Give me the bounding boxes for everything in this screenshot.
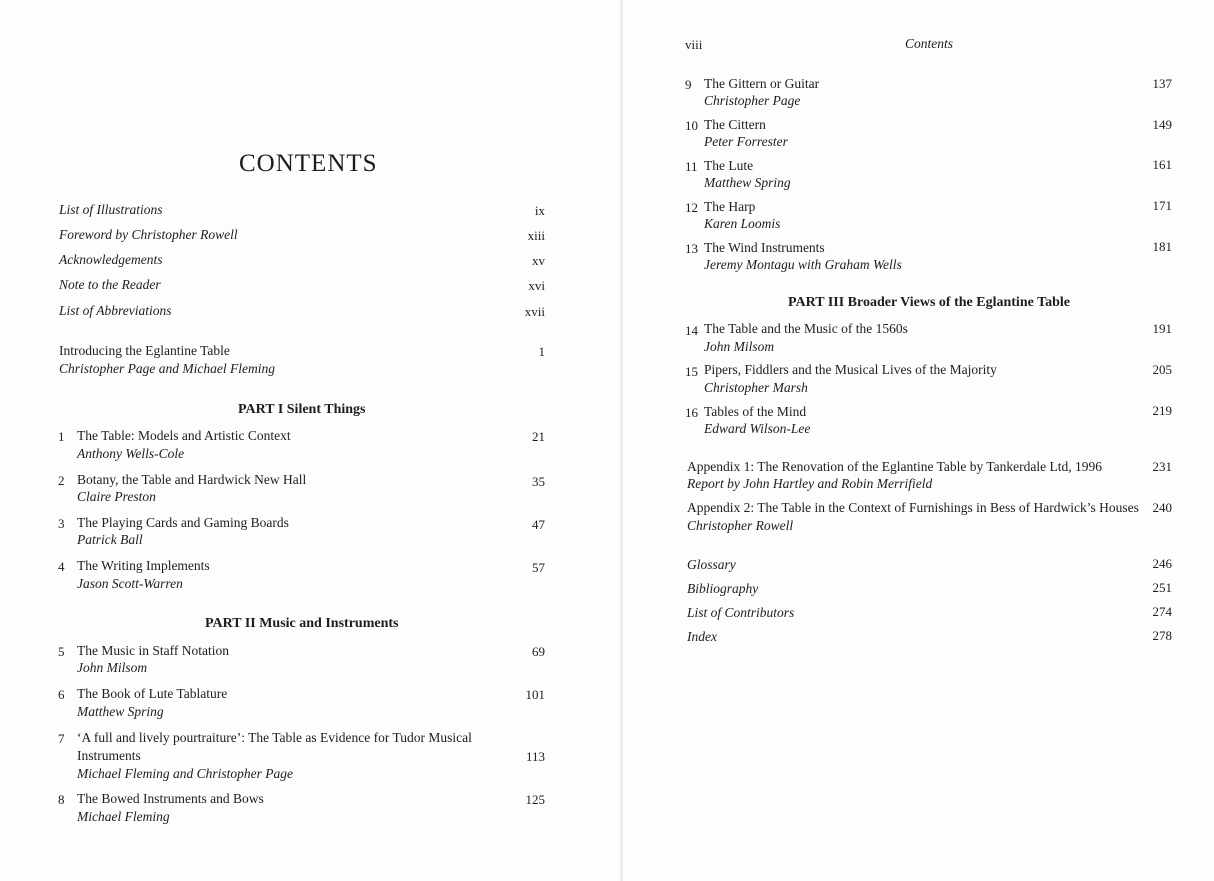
introduction-title: Introducing the Eglantine Table	[59, 343, 230, 358]
chapter-title: Tables of the Mind	[704, 404, 807, 419]
front-matter-page: ix	[534, 203, 545, 218]
chapter-page: 47	[532, 517, 545, 532]
chapter-page: 191	[1152, 321, 1172, 336]
chapter-author: Jason Scott-Warren	[77, 576, 183, 591]
chapter-page: 149	[1152, 117, 1172, 132]
appendix-page: 240	[1152, 500, 1172, 515]
chapter-author: Anthony Wells-Cole	[77, 446, 185, 461]
chapter-page: 101	[525, 687, 545, 702]
chapter-author: Christopher Marsh	[704, 380, 808, 395]
chapter-title: The Lute	[704, 158, 754, 173]
front-matter-title: List of Illustrations	[59, 202, 163, 217]
front-matter-page: xvii	[524, 304, 545, 319]
appendix-title: Appendix 1: The Renovation of the Eglantine Table by Tankerdale Ltd, 1996	[687, 459, 1103, 474]
back-matter-title: Glossary	[687, 557, 736, 572]
front-matter-title: List of Abbreviations	[59, 303, 172, 318]
chapter-title: The Bowed Instruments and Bows	[77, 791, 264, 806]
back-matter-title: Bibliography	[687, 581, 759, 596]
appendix-author: Christopher Rowell	[687, 518, 794, 533]
part-heading: PART I Silent Things	[238, 402, 366, 417]
chapter-title: The Writing Implements	[77, 558, 210, 573]
chapter-page: 161	[1152, 157, 1172, 172]
chapter-page: 137	[1152, 76, 1172, 91]
chapter-number: 5	[58, 644, 65, 659]
chapter-number: 13	[685, 241, 698, 256]
chapter-number: 11	[685, 159, 698, 174]
chapter-title: The Harp	[704, 199, 756, 214]
appendix-title: Appendix 2: The Table in the Context of Furnishings in Bess of Hardwick’s Houses	[687, 500, 1139, 515]
chapter-title: ‘A full and lively pourtraiture’: The Table as Evidence for Tudor Musical	[77, 730, 472, 745]
running-head: Contents	[905, 36, 954, 51]
introduction-author: Christopher Page and Michael Fleming	[59, 361, 275, 376]
appendix-page: 231	[1152, 459, 1172, 474]
chapter-author: Patrick Ball	[77, 532, 143, 547]
chapter-author: Edward Wilson-Lee	[704, 421, 811, 436]
chapter-page: 21	[532, 429, 545, 444]
chapter-title: The Gittern or Guitar	[704, 76, 820, 91]
chapter-number: 16	[685, 405, 698, 420]
chapter-author: Christopher Page	[704, 93, 801, 108]
chapter-author: Matthew Spring	[704, 175, 791, 190]
chapter-page: 171	[1152, 198, 1172, 213]
back-matter-title: List of Contributors	[687, 605, 795, 620]
front-matter-page: xiii	[527, 228, 545, 243]
chapter-page: 219	[1152, 403, 1172, 418]
chapter-author: Karen Loomis	[704, 216, 781, 231]
appendix-author: Report by John Hartley and Robin Merrifield	[687, 476, 933, 491]
right-page	[623, 0, 1214, 881]
chapter-title: The Playing Cards and Gaming Boards	[77, 515, 289, 530]
chapter-author: John Milsom	[77, 660, 148, 675]
front-matter-page: xv	[532, 253, 545, 268]
chapter-author: Matthew Spring	[77, 704, 164, 719]
chapter-page: 205	[1152, 362, 1172, 377]
chapter-number: 2	[58, 473, 65, 488]
chapter-number: 12	[685, 200, 698, 215]
chapter-number: 14	[685, 323, 698, 338]
chapter-title-continued: Instruments	[77, 748, 141, 763]
front-matter-title: Foreword by Christopher Rowell	[59, 227, 238, 242]
back-matter-page: 278	[1152, 628, 1172, 643]
chapter-title: The Book of Lute Tablature	[77, 686, 228, 701]
back-matter-page: 251	[1152, 580, 1172, 595]
chapter-number: 1	[58, 429, 65, 444]
part-heading: PART III Broader Views of the Eglantine Table	[788, 295, 1071, 310]
chapter-title: The Music in Staff Notation	[77, 643, 229, 658]
introduction-page: 1	[538, 344, 545, 359]
folio: viii	[685, 37, 703, 52]
chapter-number: 9	[685, 77, 692, 92]
chapter-number: 15	[685, 364, 698, 379]
chapter-page: 35	[532, 474, 545, 489]
part-heading: PART II Music and Instruments	[205, 616, 399, 631]
back-matter-page: 274	[1152, 604, 1172, 619]
chapter-title: The Table: Models and Artistic Context	[77, 428, 291, 443]
chapter-title: Botany, the Table and Hardwick New Hall	[77, 472, 307, 487]
chapter-number: 8	[58, 792, 65, 807]
chapter-title: Pipers, Fiddlers and the Musical Lives of the Majority	[704, 362, 997, 377]
chapter-page: 113	[525, 749, 545, 764]
chapter-number: 10	[685, 118, 698, 133]
chapter-page: 181	[1152, 239, 1172, 254]
chapter-page: 57	[532, 560, 545, 575]
back-matter-page: 246	[1152, 556, 1172, 571]
chapter-author: Peter Forrester	[704, 134, 788, 149]
chapter-number: 4	[58, 559, 65, 574]
front-matter-title: Acknowledgements	[59, 252, 163, 267]
chapter-title: The Wind Instruments	[704, 240, 825, 255]
chapter-title: The Cittern	[704, 117, 766, 132]
chapter-title: The Table and the Music of the 1560s	[704, 321, 908, 336]
chapter-page: 69	[532, 644, 545, 659]
back-matter-title: Index	[687, 629, 717, 644]
front-matter-page: xvi	[528, 278, 545, 293]
chapter-author: Michael Fleming	[77, 809, 170, 824]
chapter-page: 125	[525, 792, 545, 807]
chapter-author: John Milsom	[704, 339, 775, 354]
front-matter-title: Note to the Reader	[59, 277, 161, 292]
chapter-number: 6	[58, 687, 65, 702]
chapter-author: Jeremy Montagu with Graham Wells	[704, 257, 902, 272]
chapter-author: Michael Fleming and Christopher Page	[77, 766, 293, 781]
chapter-number: 3	[58, 516, 65, 531]
chapter-author: Claire Preston	[77, 489, 156, 504]
contents-title: CONTENTS	[239, 150, 378, 177]
chapter-number: 7	[58, 731, 65, 746]
